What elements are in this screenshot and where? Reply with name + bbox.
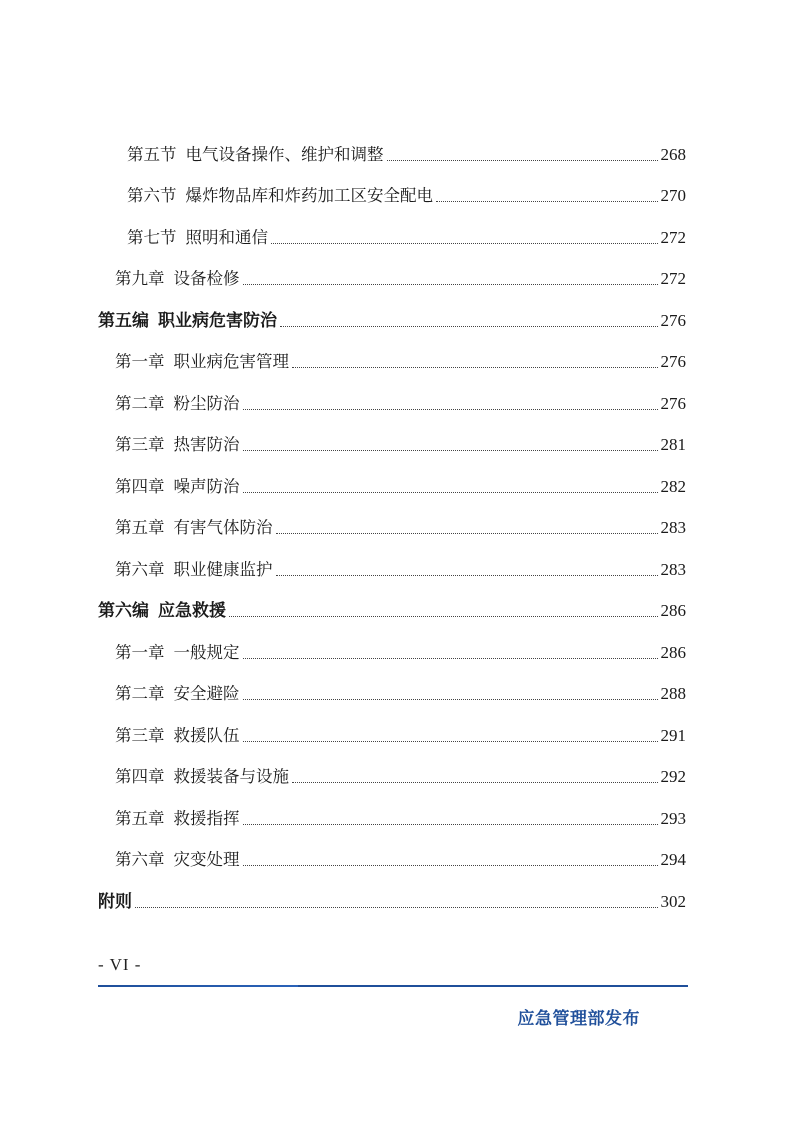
toc-leader-dots bbox=[387, 160, 658, 161]
toc-entry-number: 第三章 bbox=[115, 726, 165, 745]
toc-leader-dots bbox=[292, 367, 658, 368]
toc-leader-dots bbox=[243, 450, 658, 451]
toc-entry-title: 照明和通信 bbox=[185, 228, 268, 247]
toc-entry[interactable] bbox=[115, 264, 686, 290]
toc-entry-label bbox=[98, 600, 226, 622]
toc-entry-page: 294 bbox=[660, 850, 686, 869]
toc-entry[interactable] bbox=[115, 762, 686, 788]
toc-entry-label bbox=[98, 310, 277, 332]
toc-entry-title: 噪声防治 bbox=[173, 477, 240, 496]
toc-leader-dots bbox=[276, 575, 658, 576]
toc-entry-title: 救援装备与设施 bbox=[173, 767, 289, 786]
toc-leader-dots bbox=[229, 616, 658, 617]
toc-entry[interactable] bbox=[127, 140, 686, 166]
toc-leader-dots bbox=[243, 409, 658, 410]
toc-entry-label bbox=[115, 559, 273, 581]
toc-entry[interactable] bbox=[115, 430, 686, 456]
toc-entry-label bbox=[115, 434, 240, 456]
toc-entry-title: 职业健康监护 bbox=[173, 560, 273, 579]
toc-entry[interactable] bbox=[115, 679, 686, 705]
toc-entry-label bbox=[115, 268, 240, 290]
toc-entry-number: 第六章 bbox=[115, 560, 165, 579]
toc-leader-dots bbox=[243, 284, 658, 285]
toc-entry-title: 热害防治 bbox=[173, 435, 240, 454]
toc-entry-page: 270 bbox=[660, 186, 686, 205]
toc-entry-title: 电气设备操作、维护和调整 bbox=[185, 145, 384, 164]
toc-leader-dots bbox=[135, 907, 658, 908]
toc-entry-label bbox=[115, 642, 240, 664]
toc-entry-page: 282 bbox=[660, 477, 686, 496]
toc-entry-title: 职业病危害防治 bbox=[158, 311, 277, 331]
toc-entry-page: 286 bbox=[660, 643, 686, 662]
toc-entry-title: 救援指挥 bbox=[173, 809, 240, 828]
toc-entry-page: 288 bbox=[660, 684, 686, 703]
toc-entry-label bbox=[115, 725, 240, 747]
toc-entry-number: 第二章 bbox=[115, 684, 165, 703]
toc-entry[interactable] bbox=[115, 513, 686, 539]
toc-leader-dots bbox=[243, 824, 658, 825]
toc-entry-label bbox=[98, 891, 132, 913]
page-number: - VI - bbox=[98, 955, 142, 974]
toc-entry-number: 第六章 bbox=[115, 850, 165, 869]
publisher-label: 应急管理部发布 bbox=[517, 1009, 640, 1029]
toc-entry-title: 救援队伍 bbox=[173, 726, 240, 745]
toc-entry-page: 291 bbox=[660, 726, 686, 745]
toc-entry-page: 272 bbox=[660, 228, 686, 247]
toc-entry-number: 第五节 bbox=[127, 145, 177, 164]
toc-entry-title: 有害气体防治 bbox=[173, 518, 273, 537]
toc-entry-page: 292 bbox=[660, 767, 686, 786]
toc-entry-number: 第二章 bbox=[115, 394, 165, 413]
toc-entry-page: 272 bbox=[660, 269, 686, 288]
toc-entry-page: 302 bbox=[660, 892, 686, 911]
toc-entry-label bbox=[115, 517, 273, 539]
toc-entry[interactable] bbox=[115, 804, 686, 830]
toc-leader-dots bbox=[243, 492, 658, 493]
toc-entry-number: 第五章 bbox=[115, 518, 165, 537]
toc-entry-label bbox=[127, 144, 384, 166]
toc-entry-label bbox=[115, 476, 240, 498]
toc-entry-label bbox=[115, 766, 289, 788]
toc-entry-page: 281 bbox=[660, 435, 686, 454]
toc-entry-label bbox=[115, 393, 240, 415]
toc-entry-title: 应急救援 bbox=[158, 601, 226, 621]
toc-entry-number: 第九章 bbox=[115, 269, 165, 288]
toc-entry-label bbox=[115, 849, 240, 871]
toc-entry-number: 第五编 bbox=[98, 311, 149, 331]
toc-entry[interactable] bbox=[115, 555, 686, 581]
toc-entry-label bbox=[115, 683, 240, 705]
toc-leader-dots bbox=[243, 741, 658, 742]
toc-entry-number: 第三章 bbox=[115, 435, 165, 454]
toc-entry[interactable] bbox=[98, 306, 686, 332]
toc-entry-page: 293 bbox=[660, 809, 686, 828]
toc-entry-title: 灾变处理 bbox=[173, 850, 240, 869]
toc-entry-page: 268 bbox=[660, 145, 686, 164]
toc-leader-dots bbox=[271, 243, 658, 244]
toc-entry-label bbox=[115, 351, 289, 373]
toc-entry-number: 第一章 bbox=[115, 643, 165, 662]
toc-leader-dots bbox=[276, 533, 658, 534]
toc-entry-label bbox=[127, 227, 268, 249]
toc-entry-title: 职业病危害管理 bbox=[173, 352, 289, 371]
toc-entry-page: 276 bbox=[660, 352, 686, 371]
toc-entry-number: 第六编 bbox=[98, 601, 149, 621]
toc-entry-title: 附则 bbox=[98, 892, 132, 912]
toc-entry-label bbox=[115, 808, 240, 830]
toc-leader-dots bbox=[243, 658, 658, 659]
toc-entry-page: 286 bbox=[660, 601, 686, 620]
toc-entry-title: 安全避险 bbox=[173, 684, 240, 703]
footer-divider bbox=[98, 985, 688, 987]
toc-entry-number: 第一章 bbox=[115, 352, 165, 371]
toc-leader-dots bbox=[292, 782, 658, 783]
toc-leader-dots bbox=[280, 326, 658, 327]
toc-entry[interactable] bbox=[98, 887, 686, 913]
toc-entry-title: 一般规定 bbox=[173, 643, 240, 662]
toc-entry-title: 设备检修 bbox=[173, 269, 240, 288]
toc-entry[interactable] bbox=[115, 389, 686, 415]
toc-entry-number: 第四章 bbox=[115, 477, 165, 496]
toc-entry-page: 283 bbox=[660, 560, 686, 579]
toc-entry[interactable] bbox=[115, 347, 686, 373]
toc-leader-dots bbox=[243, 699, 658, 700]
toc-entry[interactable] bbox=[127, 181, 686, 207]
toc-entry[interactable] bbox=[115, 472, 686, 498]
toc-entry-title: 粉尘防治 bbox=[173, 394, 240, 413]
toc-entry-number: 第六节 bbox=[127, 186, 177, 205]
toc-leader-dots bbox=[243, 865, 658, 866]
toc-entry[interactable] bbox=[115, 721, 686, 747]
toc-entry-page: 276 bbox=[660, 311, 686, 330]
toc-entry[interactable] bbox=[115, 638, 686, 664]
toc-entry-page: 276 bbox=[660, 394, 686, 413]
toc-entry-number: 第五章 bbox=[115, 809, 165, 828]
toc-entry-label bbox=[127, 185, 433, 207]
toc-entry-number: 第七节 bbox=[127, 228, 177, 247]
toc-entry[interactable] bbox=[127, 223, 686, 249]
toc-entry[interactable] bbox=[115, 845, 686, 871]
toc-entry[interactable] bbox=[98, 596, 686, 622]
toc-entry-page: 283 bbox=[660, 518, 686, 537]
toc-leader-dots bbox=[436, 201, 658, 202]
toc-entry-number: 第四章 bbox=[115, 767, 165, 786]
toc-entry-title: 爆炸物品库和炸药加工区安全配电 bbox=[185, 186, 433, 205]
